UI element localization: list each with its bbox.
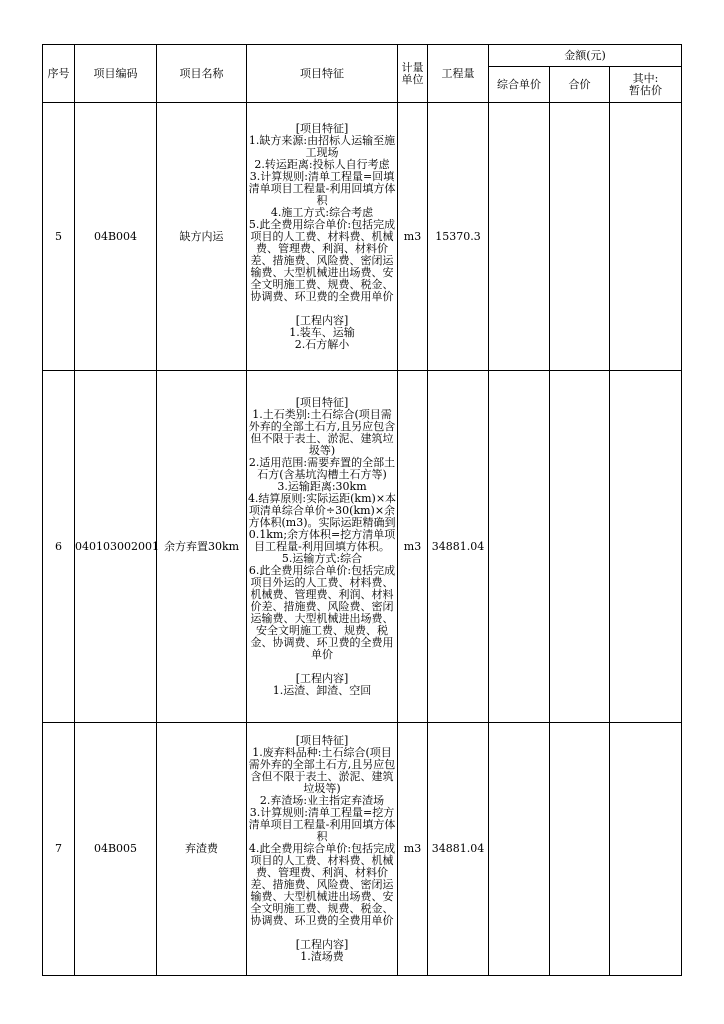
row-unit: m3 [398, 103, 428, 371]
row-seq: 5 [43, 103, 75, 371]
row-total [550, 103, 610, 371]
table-row [43, 723, 682, 976]
row-name: 余方弃置30km [157, 371, 247, 723]
row-name: 缺方内运 [157, 103, 247, 371]
header-name: 项目名称 [157, 45, 247, 103]
row-quantity: 34881.04 [428, 371, 489, 723]
row-total [550, 371, 610, 723]
bill-of-quantities-table [42, 44, 682, 976]
header-provisional: 其中: 暂估价 [610, 67, 682, 103]
row-code: 04B004 [75, 103, 157, 371]
row-unit: m3 [398, 371, 428, 723]
row-unit-price [489, 723, 550, 976]
row-name: 弃渣费 [157, 723, 247, 976]
row-feature: [项目特征] 1.缺方来源:由招标人运输至施工现场 2.转运距离:投标人自行考虑 3.计算规则:清单工程量=回填清单项目工程量-利用回填方体积 4.施工方式:综合考虑 5.此全费用综合单价:包括完成项目的人工费、材料费、机械费、管理费、利润、材料价差、措施费、风险费、密闭运输费、大型机械进出场费、安全文明施工费、规费、税金、协调费、环卫费的全费用单价 [工程内容] 1.装车、运输 2.石方解小 [247, 103, 398, 371]
row-quantity: 15370.3 [428, 103, 489, 371]
header-row-1 [43, 45, 682, 67]
header-unit: 计量 单位 [398, 45, 428, 103]
header-unit-price: 综合单价 [489, 67, 550, 103]
row-seq: 7 [43, 723, 75, 976]
header-amount: 金额(元) [489, 45, 682, 67]
row-total [550, 723, 610, 976]
row-feature: [项目特征] 1.土石类别:土石综合(项目需外弃的全部土石方,且另应包含但不限于表土、淤泥、建筑垃圾等) 2.适用范围:需要弃置的全部土石方(含基坑沟槽土石方等) 3.运输距离:30km 4.结算原则:实际运距(km)×本项清单综合单价÷30(km)×余方体积(m3)。实际运距精确到0.1km;余方体积=挖方清单项目工程量-利用回填方体积。 5.运输方式:综合 6.此全费用综合单价:包括完成项目外运的人工费、材料费、机械费、管理费、利润、材料价差、措施费、风险费、密闭运输费、大型机械进出场费、安全文明施工费、规费、税金、协调费、环卫费的全费用单价 [工程内容] 1.运渣、卸渣、空回 [247, 371, 398, 723]
row-unit-price [489, 371, 550, 723]
row-provisional [610, 103, 682, 371]
header-total: 合价 [550, 67, 610, 103]
row-code: 040103002001 [75, 371, 157, 723]
row-provisional [610, 723, 682, 976]
header-feature: 项目特征 [247, 45, 398, 103]
row-code: 04B005 [75, 723, 157, 976]
row-unit: m3 [398, 723, 428, 976]
table-row [43, 103, 682, 371]
header-code: 项目编码 [75, 45, 157, 103]
row-feature: [项目特征] 1.废弃料品种:土石综合(项目需外弃的全部土石方,且另应包含但不限于表土、淤泥、建筑垃圾等) 2.弃渣场:业主指定弃渣场 3.计算规则:清单工程量=挖方清单项目工程量-利用回填方体积 4.此全费用综合单价:包括完成项目的人工费、材料费、机械费、管理费、利润、材料价差、措施费、风险费、密闭运输费、大型机械进出场费、安全文明施工费、规费、税金、协调费、环卫费的全费用单价 [工程内容] 1.渣场费 [247, 723, 398, 976]
row-quantity: 34881.04 [428, 723, 489, 976]
header-quantity: 工程量 [428, 45, 489, 103]
header-seq: 序号 [43, 45, 75, 103]
row-seq: 6 [43, 371, 75, 723]
row-unit-price [489, 103, 550, 371]
row-provisional [610, 371, 682, 723]
table-row [43, 371, 682, 723]
